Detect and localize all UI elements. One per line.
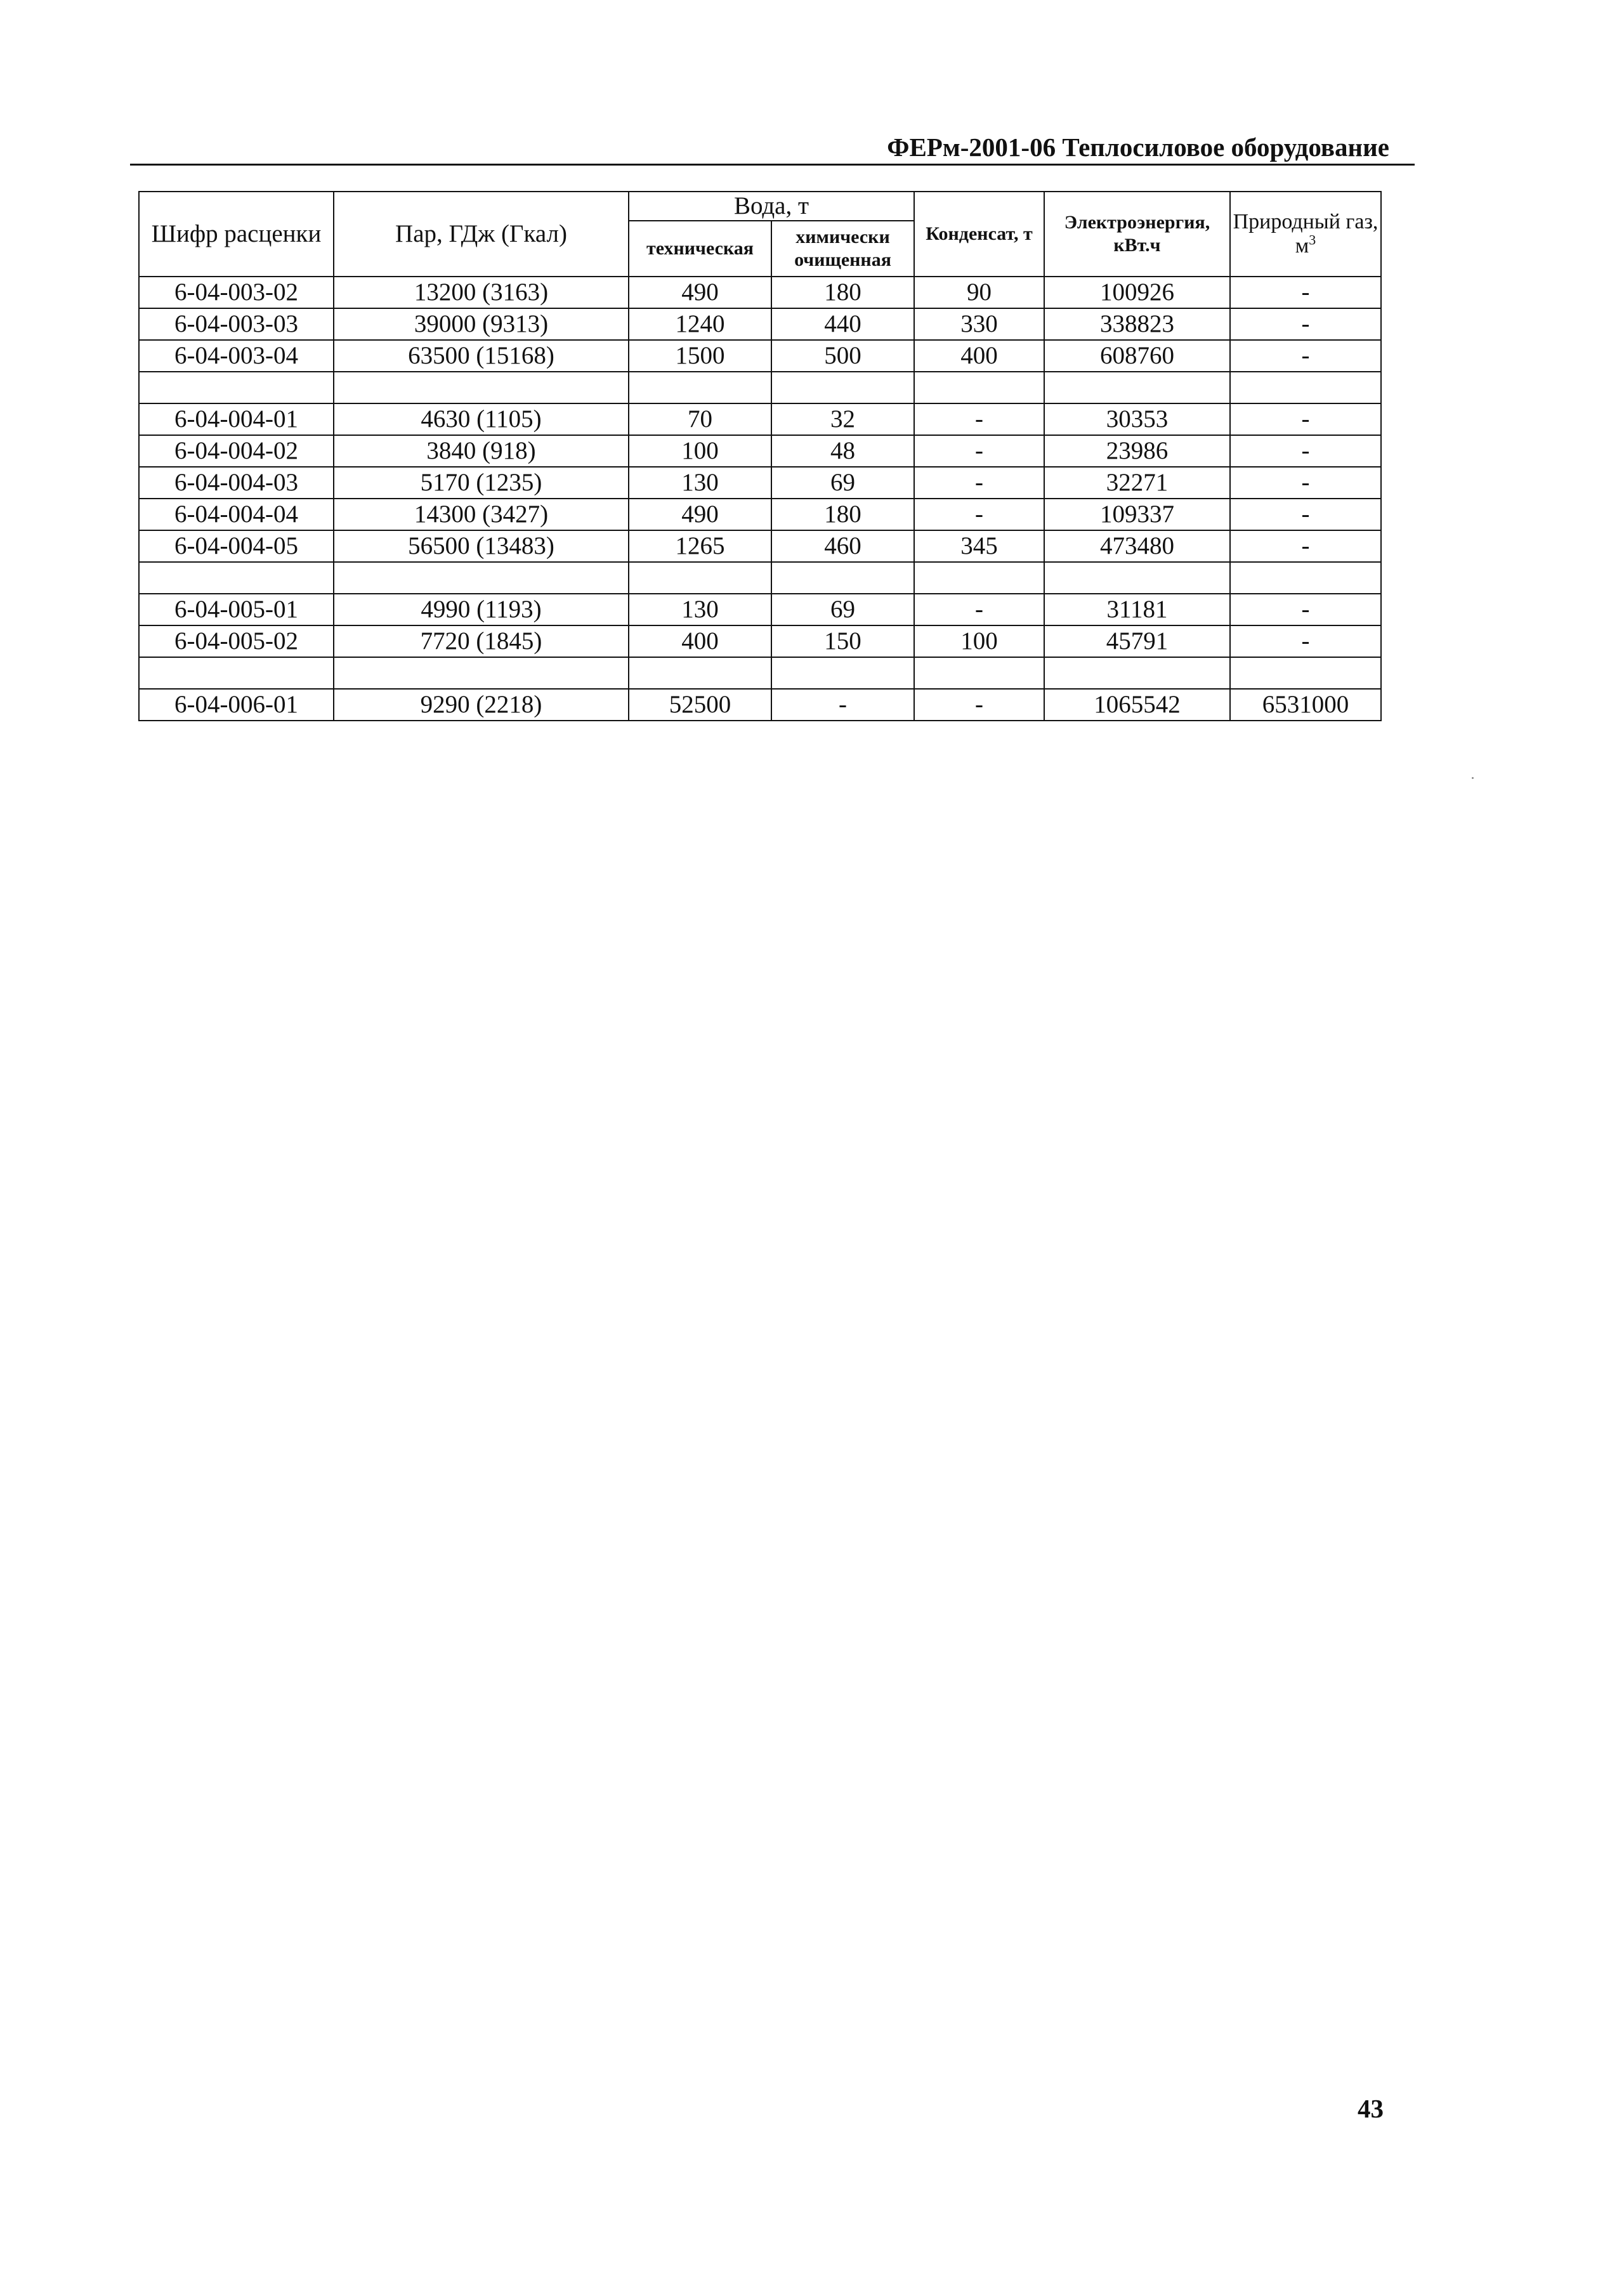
table-cell-empty [1044,657,1230,689]
table-cell-condensate: - [914,467,1044,499]
table-cell-empty [629,372,771,403]
table-cell-condensate: 345 [914,530,1044,562]
table-cell-steam: 14300 (3427) [334,499,629,530]
table-cell-gas: 6531000 [1230,689,1381,721]
table-cell-condensate: 100 [914,625,1044,657]
table-cell-empty [914,657,1044,689]
table-cell-electricity: 30353 [1044,403,1230,435]
table-cell-condensate: - [914,403,1044,435]
table-cell-electricity: 473480 [1044,530,1230,562]
table-cell-code: 6-04-004-03 [139,467,334,499]
running-header [130,131,1415,166]
table-cell-code: 6-04-004-01 [139,403,334,435]
table-cell-water-chemical: 69 [771,467,914,499]
table-cell-electricity: 1065542 [1044,689,1230,721]
table-cell-code: 6-04-005-01 [139,594,334,625]
header-water: Вода, т [629,192,914,221]
table-cell-empty [629,657,771,689]
table-spacer-row [139,562,1381,594]
table-cell-electricity: 100926 [1044,277,1230,308]
table-cell-electricity: 45791 [1044,625,1230,657]
table-cell-gas: - [1230,340,1381,372]
table-cell-water-technical: 400 [629,625,771,657]
table-cell-water-chemical: - [771,689,914,721]
table-cell-electricity: 31181 [1044,594,1230,625]
table-cell-water-technical: 52500 [629,689,771,721]
table-cell-empty [1230,562,1381,594]
table-cell-water-technical: 70 [629,403,771,435]
header-electricity: Электроэнергия, кВт.ч [1044,192,1230,277]
table-cell-code: 6-04-004-02 [139,435,334,467]
table-cell-electricity: 338823 [1044,308,1230,340]
table-cell-empty [139,372,334,403]
table-cell-water-chemical: 150 [771,625,914,657]
table-cell-code: 6-04-003-02 [139,277,334,308]
table-cell-electricity: 32271 [1044,467,1230,499]
table-cell-gas: - [1230,625,1381,657]
table-cell-empty [771,372,914,403]
table-spacer-row [139,372,1381,403]
table-cell-condensate: 330 [914,308,1044,340]
table-cell-empty [1044,562,1230,594]
table-cell-water-technical: 130 [629,467,771,499]
table-cell-code: 6-04-004-05 [139,530,334,562]
table-cell-condensate: 400 [914,340,1044,372]
table-cell-condensate: - [914,499,1044,530]
table-cell-water-chemical: 180 [771,499,914,530]
table-cell-condensate: - [914,435,1044,467]
table-cell-steam: 9290 (2218) [334,689,629,721]
table-cell-empty [914,372,1044,403]
table-cell-steam: 56500 (13483) [334,530,629,562]
table-cell-empty [771,657,914,689]
table-row [139,435,1381,467]
table-cell-condensate: 90 [914,277,1044,308]
table-cell-condensate: - [914,594,1044,625]
table-cell-steam: 7720 (1845) [334,625,629,657]
table-cell-code: 6-04-003-04 [139,340,334,372]
table-cell-gas: - [1230,594,1381,625]
table-cell-water-chemical: 180 [771,277,914,308]
header-condensate: Конденсат, т [914,192,1044,277]
table-cell-electricity: 109337 [1044,499,1230,530]
table-cell-water-technical: 130 [629,594,771,625]
table-cell-steam: 4630 (1105) [334,403,629,435]
table-cell-water-chemical: 48 [771,435,914,467]
header-gas [1230,192,1381,277]
table-cell-steam: 5170 (1235) [334,467,629,499]
header-steam: Пар, ГДж (Гкал) [334,192,629,277]
table-cell-empty [914,562,1044,594]
table-cell-code: 6-04-003-03 [139,308,334,340]
table-cell-gas: - [1230,308,1381,340]
table-cell-empty [1230,372,1381,403]
table-cell-empty [629,562,771,594]
page-number: 43 [1358,2094,1384,2123]
table-cell-water-technical: 490 [629,499,771,530]
table-cell-gas: - [1230,530,1381,562]
table-cell-water-chemical: 500 [771,340,914,372]
table-cell-gas: - [1230,277,1381,308]
table-cell-water-technical: 1265 [629,530,771,562]
table-body [139,277,1381,721]
table-cell-code: 6-04-006-01 [139,689,334,721]
header-water-technical: техническая [629,221,771,277]
table-cell-water-chemical: 460 [771,530,914,562]
table-cell-electricity: 608760 [1044,340,1230,372]
table-cell-water-technical: 1500 [629,340,771,372]
table-row [139,530,1381,562]
table-cell-empty [139,657,334,689]
table-row [139,689,1381,721]
table-cell-steam: 39000 (9313) [334,308,629,340]
table-cell-water-chemical: 32 [771,403,914,435]
table-cell-code: 6-04-004-04 [139,499,334,530]
header-code: Шифр расценки [139,192,334,277]
table-cell-empty [1044,372,1230,403]
resource-rates-table [138,191,1382,721]
table-row [139,403,1381,435]
scan-speck [1472,777,1474,779]
table-cell-code: 6-04-005-02 [139,625,334,657]
header-title: ФЕРм-2001-06 Теплосиловое оборудование [887,133,1389,162]
table-cell-gas: - [1230,403,1381,435]
header-gas-label: Природный газ, м [1233,210,1378,258]
table-cell-gas: - [1230,499,1381,530]
table-cell-empty [334,562,629,594]
table-cell-gas: - [1230,467,1381,499]
table-cell-empty [334,372,629,403]
table-cell-condensate: - [914,689,1044,721]
table-row [139,625,1381,657]
table-cell-water-technical: 490 [629,277,771,308]
table-cell-water-technical: 1240 [629,308,771,340]
table-cell-steam: 13200 (3163) [334,277,629,308]
table-row [139,277,1381,308]
table-cell-steam: 3840 (918) [334,435,629,467]
table-row [139,340,1381,372]
table-row [139,499,1381,530]
table-row [139,467,1381,499]
table-cell-steam: 4990 (1193) [334,594,629,625]
table-cell-empty [771,562,914,594]
header-gas-sup: 3 [1309,232,1316,248]
table-cell-water-chemical: 69 [771,594,914,625]
header-water-chemical: химически очищенная [771,221,914,277]
table-cell-steam: 63500 (15168) [334,340,629,372]
table-cell-electricity: 23986 [1044,435,1230,467]
table-cell-water-chemical: 440 [771,308,914,340]
table-row [139,308,1381,340]
table-spacer-row [139,657,1381,689]
table-row [139,594,1381,625]
table-cell-water-technical: 100 [629,435,771,467]
table-cell-empty [1230,657,1381,689]
table-cell-gas: - [1230,435,1381,467]
table-cell-empty [139,562,334,594]
table-cell-empty [334,657,629,689]
